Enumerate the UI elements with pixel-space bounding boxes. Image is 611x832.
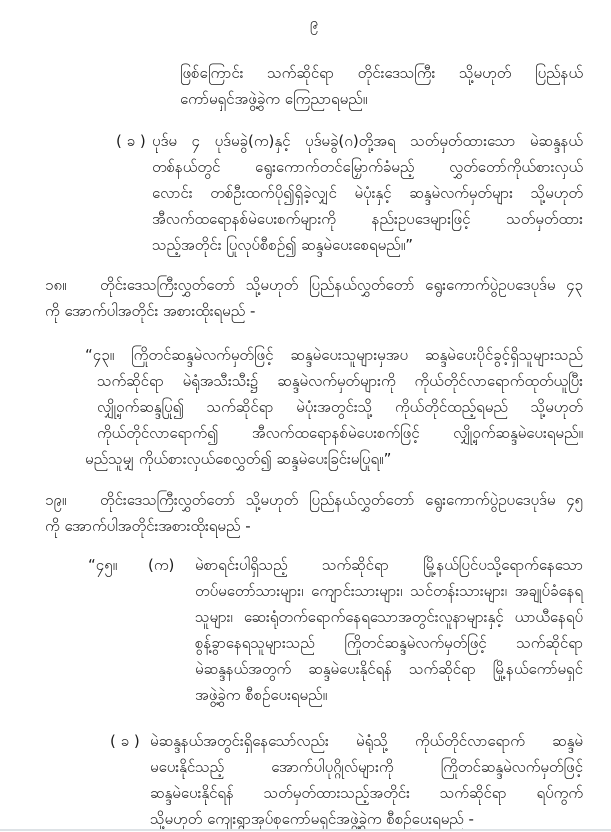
page-number: ၉ [309, 14, 319, 32]
text-line: ကော်မရှင်အဖွဲ့ခွဲက ကြေညာရမည်။ [180, 90, 368, 108]
text-line: မည်သူမျှ ကိုယ်စားလှယ်စေလွှတ်၍ ဆန္ဒမဲပေးခြင်းမပြုရ။” [85, 450, 392, 468]
text-line: တပ်မတော်သားများ၊ ကျောင်းသားများ၊ သင်တန်းသားများ၊ အချုပ်ခံနေရ [195, 582, 583, 600]
text-line: အီလက်ထရောနစ်မဲပေးစက်များကို နည်းဥပဒေများဖြင့် သတ်မှတ်ထား [152, 210, 583, 228]
text-line [45, 487, 583, 513]
text-line-content: မဲစာရင်းပါရှိသည့် သက်ဆိုင်ရာ မြို့နယ်ပြင်ပသို့ရောက်နေသော [195, 556, 583, 574]
section-19-paragraph [45, 487, 583, 539]
text-line: တစ်နယ်တွင် ရွေးကောက်တင်မြှောက်ခံမည့် လွှတ်တော်ကိုယ်စားလှယ် [152, 158, 583, 176]
paragraph-continuation [180, 60, 583, 112]
text-line: မဲဆန္ဒနယ်အတွက် ဆန္ဒမဲပေးနိုင်ရန် သက်ဆိုင်ရာ မြို့နယ်ကော်မရှင် [195, 660, 583, 678]
text-line-content: မဲဆန္ဒနယ်အတွင်းရှိနေသော်လည်း မဲရုံသို့ ကိုယ်တိုင်လာရောက် ဆန္ဒမဲ [150, 732, 583, 750]
text-line: စွန့်ခွာနေရသူများသည် ကြိုတင်ဆန္ဒမဲလက်မှတ်ဖြင့် သက်ဆိုင်ရာ [195, 634, 583, 652]
list-item-marker: ( ခ ) [116, 132, 146, 150]
text-line: ကို အောက်ပါအတိုင်းအစားထိုးရမည် - [45, 517, 251, 535]
section-18-paragraph [45, 272, 583, 324]
text-line: ကိုယ်တိုင်လာရောက်၍ အီလက်ထရောနစ်မဲပေးစက်ဖြင့် လျှို့ဝှက်ဆန္ဒမဲပေးရမည်။ [97, 424, 583, 442]
section-number: ၁၉။ [45, 491, 67, 509]
section-number: ၁၈။ [45, 276, 67, 294]
quoted-section-45 [45, 552, 583, 708]
text-line-content: ပုဒ်မ ၄ ပုဒ်မခွဲ(က)နှင့် ပုဒ်မခွဲ(ဂ)တို့အရ သတ်မှတ်ထားသော မဲဆန္ဒနယ် [152, 132, 583, 150]
list-item-kha-1 [116, 128, 583, 258]
section-number: “၄၅။ [88, 556, 118, 574]
text-line: အဖွဲ့ခွဲက စီစဉ်ပေးရမည်။ [195, 686, 328, 704]
list-item-marker: ( ခ ) [110, 732, 140, 750]
text-line: ကို အောက်ပါအတိုင်း အစားထိုးရမည် - [45, 302, 256, 320]
text-line-content: တိုင်းဒေသကြီးလွှတ်တော် သို့မဟုတ် ပြည်နယ်လွှတ်တော် ရွေးကောက်ပွဲဥပဒေပုဒ်မ ၄၅ [100, 491, 583, 509]
text-line [110, 728, 583, 754]
text-line: လျှို့ဝှက်ဆန္ဒပြု၍ သက်ဆိုင်ရာ မဲပုံးအတွင်းသို့ ကိုယ်တိုင်ထည့်ရမည် သို့မဟုတ် [97, 398, 583, 416]
quoted-section-43 [45, 342, 583, 472]
sub-item-marker-ka: (က) [148, 556, 175, 574]
text-line [116, 128, 583, 154]
text-line: သက်ဆိုင်ရာ မဲရုံအသီးသီး၌ ဆန္ဒမဲလက်မှတ်များကို ကိုယ်တိုင်လာရောက်ထုတ်ယူပြီး [97, 372, 583, 390]
text-line: သည့်အတိုင်း ပြုလုပ်စီစဉ်၍ ဆန္ဒမဲပေးစေရမည်။” [152, 236, 414, 254]
text-line [45, 272, 583, 298]
text-line: လောင်း တစ်ဦးထက်ပို၍ရှိခဲ့လျှင် မဲပုံးနှင့် ဆန္ဒမဲလက်မှတ်များ သို့မဟုတ် [152, 184, 583, 202]
text-line-content: တိုင်းဒေသကြီးလွှတ်တော် သို့မဟုတ် ပြည်နယ်လွှတ်တော် ရွေးကောက်ပွဲဥပဒေပုဒ်မ ၄၃ [100, 276, 583, 294]
text-line: သူများ၊ ဆေးရုံတက်ရောက်နေရသောအတွင်းလူနာများနှင့် ယာယီနေရပ် [195, 608, 583, 626]
text-line: မပေးနိုင်သည့် အောက်ပါပုဂ္ဂိုလ်များကို ကြိုတင်ဆန္ဒမဲလက်မှတ်ဖြင့် [150, 758, 583, 776]
text-line: ဖြစ်ကြောင်း သက်ဆိုင်ရာ တိုင်းဒေသကြီး သို့မဟုတ် ပြည်နယ် [180, 64, 583, 82]
list-item-kha-2 [110, 728, 583, 832]
text-line: သို့မဟုတ် ကျေးရွာအုပ်စုကော်မရှင်အဖွဲ့ခွဲက စီစဉ်ပေးရမည် - [150, 810, 474, 828]
text-line: ဆန္ဒမဲပေးနိုင်ရန် သတ်မှတ်ထားသည့်အတိုင်း သက်ဆိုင်ရာ ရပ်ကွက် [150, 784, 583, 802]
text-line: “၄၃။ ကြိုတင်ဆန္ဒမဲလက်မှတ်ဖြင့် ဆန္ဒမဲပေးသူများမှအပ ဆန္ဒမဲပေးပိုင်ခွင့်ရှိသူများသည် [85, 346, 583, 364]
text-line [88, 552, 583, 578]
